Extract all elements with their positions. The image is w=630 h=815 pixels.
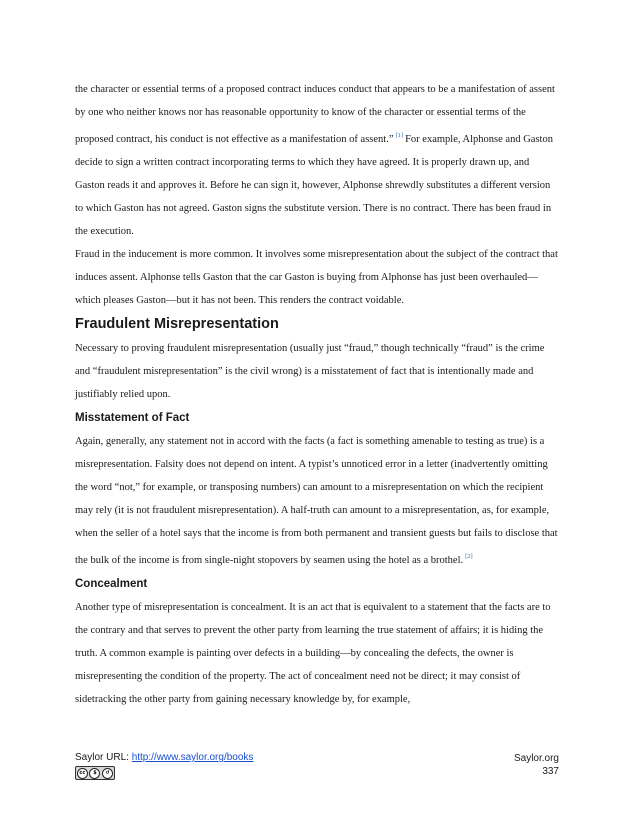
section-heading: Fraudulent Misrepresentation: [75, 316, 279, 332]
paragraph: Fraud in the inducement is more common. It involves some misrepresentation about the subject of the contract that induces assent. Alphonse tells Gaston that the car Gaston is buying from Alphonse has just been overhauled—which pleases Gaston—but it has not been. This renders the contract voidable.: [75, 249, 558, 306]
footnote-link-2[interactable]: [2]: [465, 553, 473, 560]
paragraph: Necessary to proving fraudulent misrepresentation (usually just “fraud,” though technically “fraud” is the crime and “fraudulent misrepresentation” is the civil wrong) is a misstatement of fact that is intentionally made and justifiably relied upon.: [75, 343, 545, 400]
page-number: 337: [542, 766, 559, 777]
subsection-heading: Concealment: [75, 578, 148, 590]
cc-icon: cc: [77, 768, 88, 779]
paragraph: Again, generally, any statement not in accord with the facts (a fact is something amenable to testing as true) is a misrepresentation. Falsity does not depend on intent. A typist’s unnoticed error in a letter (inadvertently omitting the word “not,” for example, or transposing numbers) can amount to a misrepresentation on which the recipient may rely (it is not fraudulent misrepresentation). A half-truth can amount to a misrepresentation, as, for example, when the seller of a hotel says that the income is from both permanent and transient guests but fails to disclose that the bulk of the income is from single-night stopovers by seamen using the hotel as a brothel. [2]: [75, 436, 558, 566]
sa-icon: ↺: [102, 768, 113, 779]
by-icon: $: [89, 768, 100, 779]
saylor-books-link[interactable]: http://www.saylor.org/books: [131, 752, 254, 763]
cc-license-icon[interactable]: [75, 766, 115, 780]
footnote-ref: [465, 553, 473, 560]
document-page: [75, 78, 559, 711]
paragraph: Another type of misrepresentation is concealment. It is an act that is equivalent to a statement that the facts are to the contrary and that serves to prevent the other party from learning the true statement of affairs; it is hiding the truth. A common example is painting over defects in a building—by concealing the defects, the owner is misrepresenting the condition of the property. The act of concealment need not be direct; it may consist of sidetracking the other party from gaining necessary knowledge by, for example,: [75, 602, 551, 705]
footer-site: [514, 752, 559, 778]
footnote-link-1[interactable]: [1]: [395, 132, 404, 139]
footnote-ref: [396, 132, 404, 139]
footer-source: Saylor URL: http://www.saylor.org/books: [75, 752, 254, 763]
site-name: Saylor.org: [513, 753, 559, 764]
subsection-heading: Misstatement of Fact: [75, 412, 190, 424]
paragraph: the character or essential terms of a proposed contract induces conduct that appears to be a manifestation of assent by one who neither knows nor has reasonable opportunity to know of the character or essential terms of the proposed contract, his conduct is not effective as a manifestation of assent.” [1] For example, Alphonse and Gaston decide to sign a written contract incorporating terms to which they have agreed. It is properly drawn up, and Gaston reads it and approves it. Before he can sign it, however, Alphonse shrewdly substitutes a different version to which Gaston has not agreed. Gaston signs the substitute version. There is no contract. There has been fraud in the execution.: [75, 84, 555, 237]
